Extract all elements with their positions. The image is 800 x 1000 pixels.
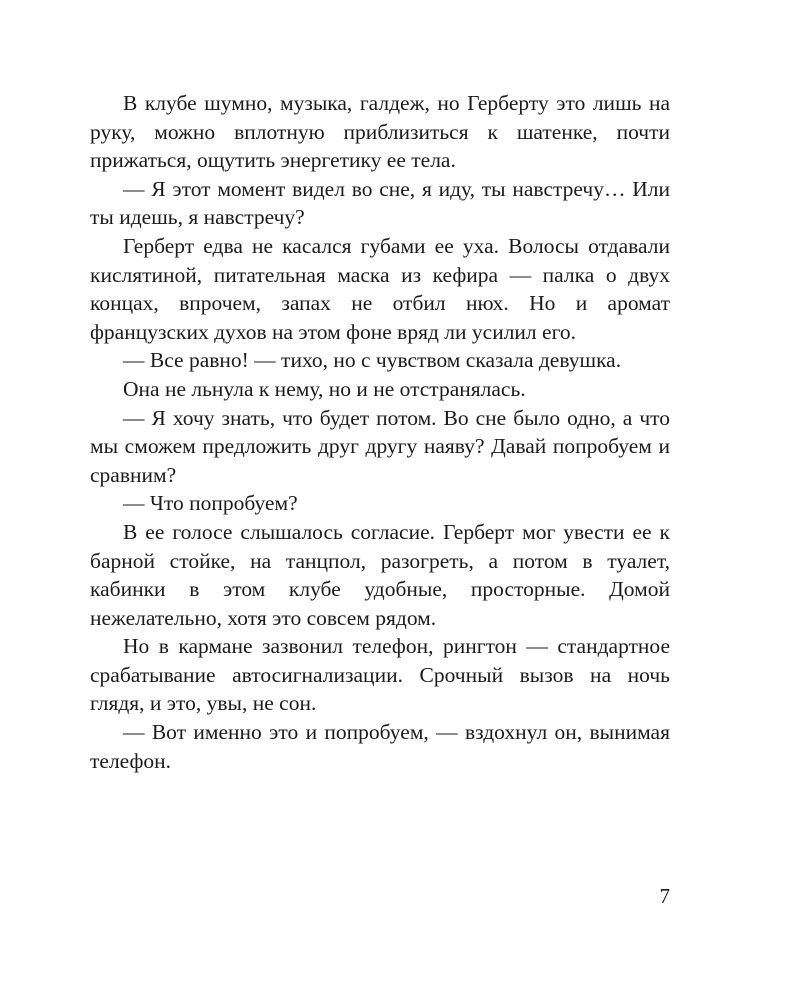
paragraph-5: Она не льнула к нему, но и не отстранялась. bbox=[123, 376, 526, 401]
paragraph-3: Герберт едва не касался губами ее уха. Волосы отдавали кислятиной, питательная маска из кефира — палка о двух концах, впрочем, запах не отбил нюх. Но и аромат французских духов на этом фоне вряд ли усилил его. bbox=[90, 233, 670, 344]
paragraph-8: В ее голосе слышалось согласие. Герберт мог увести ее к барной стойке, на танцпол, разогреть, а потом в туалет, кабинки в этом клубе удобные, просторные. Домой нежелательно, хотя это совсем рядом. bbox=[90, 519, 670, 630]
page-number: 7 bbox=[659, 884, 670, 908]
paragraph-1: В клубе шумно, музыка, галдеж, но Герберту это лишь на руку, можно вплотную приблизиться к шатенке, почти прижаться, ощутить энергетику ее тела. bbox=[90, 91, 670, 173]
paragraph-9: Но в кармане зазвонил телефон, рингтон — стандартное срабатывание автосигнализации. Срочный вызов на ночь глядя, и это, увы, не сон. bbox=[90, 634, 670, 716]
body-text bbox=[90, 89, 670, 775]
paragraph-7: — Что попробуем? bbox=[123, 491, 298, 516]
paragraph-10: — Вот именно это и попробуем, — вздохнул он, вынимая телефон. bbox=[90, 720, 670, 773]
paragraph-6: — Я хочу знать, что будет потом. Во сне было одно, а что мы сможем предложить друг другу наяву? Давай попробуем и сравним? bbox=[90, 405, 670, 487]
paragraph-2: — Я этот момент видел во сне, я иду, ты навстречу… Или ты идешь, я навстречу? bbox=[90, 176, 670, 230]
paragraph-4: — Все равно! — тихо, но с чувством сказала девушка. bbox=[123, 348, 622, 373]
